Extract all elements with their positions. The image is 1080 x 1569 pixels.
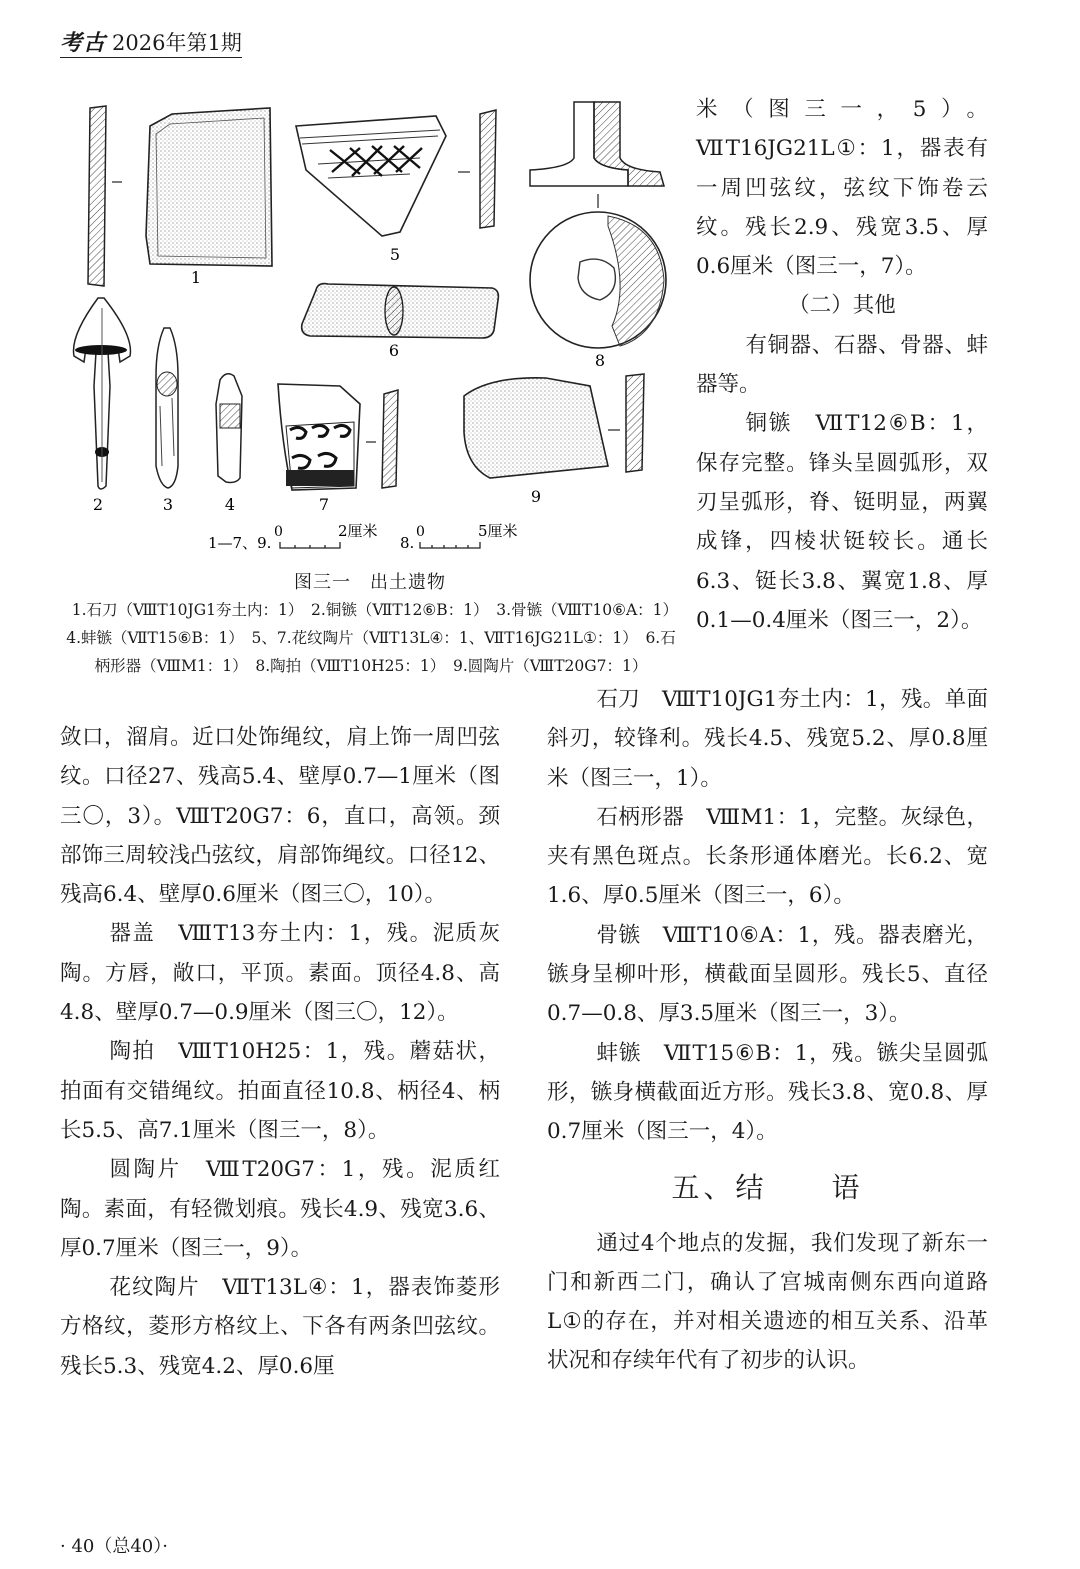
paragraph: 蚌镞 ⅦT15⑥B：1，残。镞尖呈圆弧形，镞身横截面近方形。残长3.8、宽0.8、厚0.7厘米（图三一，4）。: [547, 1040, 988, 1145]
figure-label-7: 7: [318, 495, 330, 514]
figure-label-1: 1: [190, 268, 202, 287]
drawing-decorated-sherd-7: [278, 384, 398, 490]
figure-caption: 1.石刀（ⅧT10JG1夯土内：1） 2.铜镞（ⅦT12⑥B：1） 3.骨镞（ⅧT10⑥A：1） 4.蚌镞（ⅦT15⑥B：1） 5、7.花纹陶片（ⅦT13L④：1、ⅦT16JG21L①：1） 6.石柄形器（ⅧM1：1） 8.陶拍（ⅧT10H25：1） 9.圆陶片（ⅧT20G7：1）: [66, 601, 686, 675]
right-column-top: [696, 90, 988, 640]
paragraph: 陶拍 ⅧT10H25：1，残。蘑菇状，拍面有交错绳纹。拍面直径10.8、柄径4、柄长5.5、高7.1厘米（图三一，8）。: [60, 1039, 500, 1143]
drawing-stone-knife: [88, 106, 272, 286]
paragraph: 器盖 ⅧT13夯土内：1，残。泥质灰陶。方唇，敞口，平顶。素面。顶径4.8、高4.8、壁厚0.7—0.9厘米（图三〇，12）。: [60, 921, 500, 1026]
figure-label-6: 6: [388, 341, 400, 360]
scale-right-zero: 0: [416, 524, 425, 540]
paragraph: 铜镞 ⅦT12⑥B：1，保存完整。锋头呈圆弧形，双刃呈弧形，脊、铤明显，两翼成锋，四棱状铤较长。通长6.3、铤长3.8、翼宽1.8、厚0.1—0.4厘米（图三一，2）。: [696, 411, 988, 633]
paragraph: 石柄形器 ⅧM1：1，完整。灰绿色，夹有黑色斑点。长条形通体磨光。长6.2、宽1.6、厚0.5厘米（图三一，6）。: [547, 804, 988, 909]
drawing-pottery-paddle: [530, 102, 666, 348]
figure-label-3: 3: [162, 495, 174, 514]
drawing-round-sherd: [464, 374, 644, 478]
figure-title: 图三一 出土遗物: [294, 572, 446, 593]
subsection-heading: （二）其他: [788, 293, 896, 319]
drawing-stone-handle: [302, 284, 499, 338]
artifact-figure: [60, 86, 680, 566]
paragraph: 花纹陶片 ⅦT13L④：1，器表饰菱形方格纹，菱形方格纹上、下各有两条凹弦纹。残长5.3、残宽4.2、厚0.6厘: [60, 1275, 500, 1379]
paragraph: 骨镞 ⅧT10⑥A：1，残。器表磨光，镞身呈柳叶形，横截面呈圆形。残长5、直径0.7—0.8、厚3.5厘米（图三一，3）。: [547, 922, 988, 1027]
figure-label-8: 8: [594, 351, 606, 370]
scale-right-unit: 5厘米: [478, 522, 518, 540]
drawing-shell-arrowhead: [216, 374, 242, 483]
figure-label-9: 9: [530, 487, 542, 506]
paragraph: 石刀 ⅧT10JG1夯土内：1，残。单面斜刃，较锋利。残长4.5、残宽5.2、厚0.8厘米（图三一，1）。: [547, 687, 988, 791]
journal-name: 考古: [60, 30, 107, 56]
scale-left-unit: 2厘米: [338, 522, 378, 540]
scale-bar-large: [400, 522, 518, 552]
page-number: · 40（总40）·: [60, 1536, 168, 1557]
left-column: [60, 718, 500, 1386]
paragraph: 米（图三一，5）。ⅦT16JG21L①：1，器表有一周凹弦纹，弦纹下饰卷云纹。残长2.9、残宽3.5、厚0.6厘米（图三一，7）。: [696, 97, 988, 280]
artifact-drawings: [60, 86, 680, 566]
paragraph: 圆陶片 ⅧT20G7：1，残。泥质红陶。素面，有轻微划痕。残长4.9、残宽3.6、厚0.7厘米（图三一，9）。: [60, 1157, 500, 1261]
figure-label-4: 4: [224, 495, 236, 514]
drawing-bronze-arrowhead: [74, 298, 131, 489]
figure-label-2: 2: [92, 495, 104, 514]
scale-left-caption: 1—7、9.: [208, 534, 272, 552]
scale-bar-small: [208, 522, 378, 552]
right-column-bottom: [547, 680, 988, 1381]
paragraph: 通过4个地点的发掘，我们发现了新东一门和新西二门，确认了宫城南侧东西向道路L①的存在，并对相关遗迹的相互关系、沿革状况和存续年代有了初步的认识。: [547, 1230, 988, 1374]
paragraph: 敛口，溜肩。近口处饰绳纹，肩上饰一周凹弦纹。口径27、残高5.4、壁厚0.7—1厘米（图三〇，3）。ⅧT20G7：6，直口，高领。颈部饰三周较浅凸弦纹，肩部饰绳纹。口径12、残高6.4、壁厚0.6厘米（图三〇，10）。: [60, 725, 500, 908]
issue-number: 2026年第1期: [112, 31, 242, 55]
drawing-bone-arrowhead: [156, 328, 178, 488]
drawing-decorated-sherd-5: [296, 110, 496, 236]
figure-label-5: 5: [389, 245, 401, 264]
paragraph: 有铜器、石器、骨器、蚌器等。: [696, 332, 988, 398]
section-heading: 五、结 语: [671, 1170, 864, 1204]
scale-right-caption: 8.: [400, 534, 415, 552]
scale-left-zero: 0: [274, 524, 283, 540]
running-header: [60, 26, 242, 58]
